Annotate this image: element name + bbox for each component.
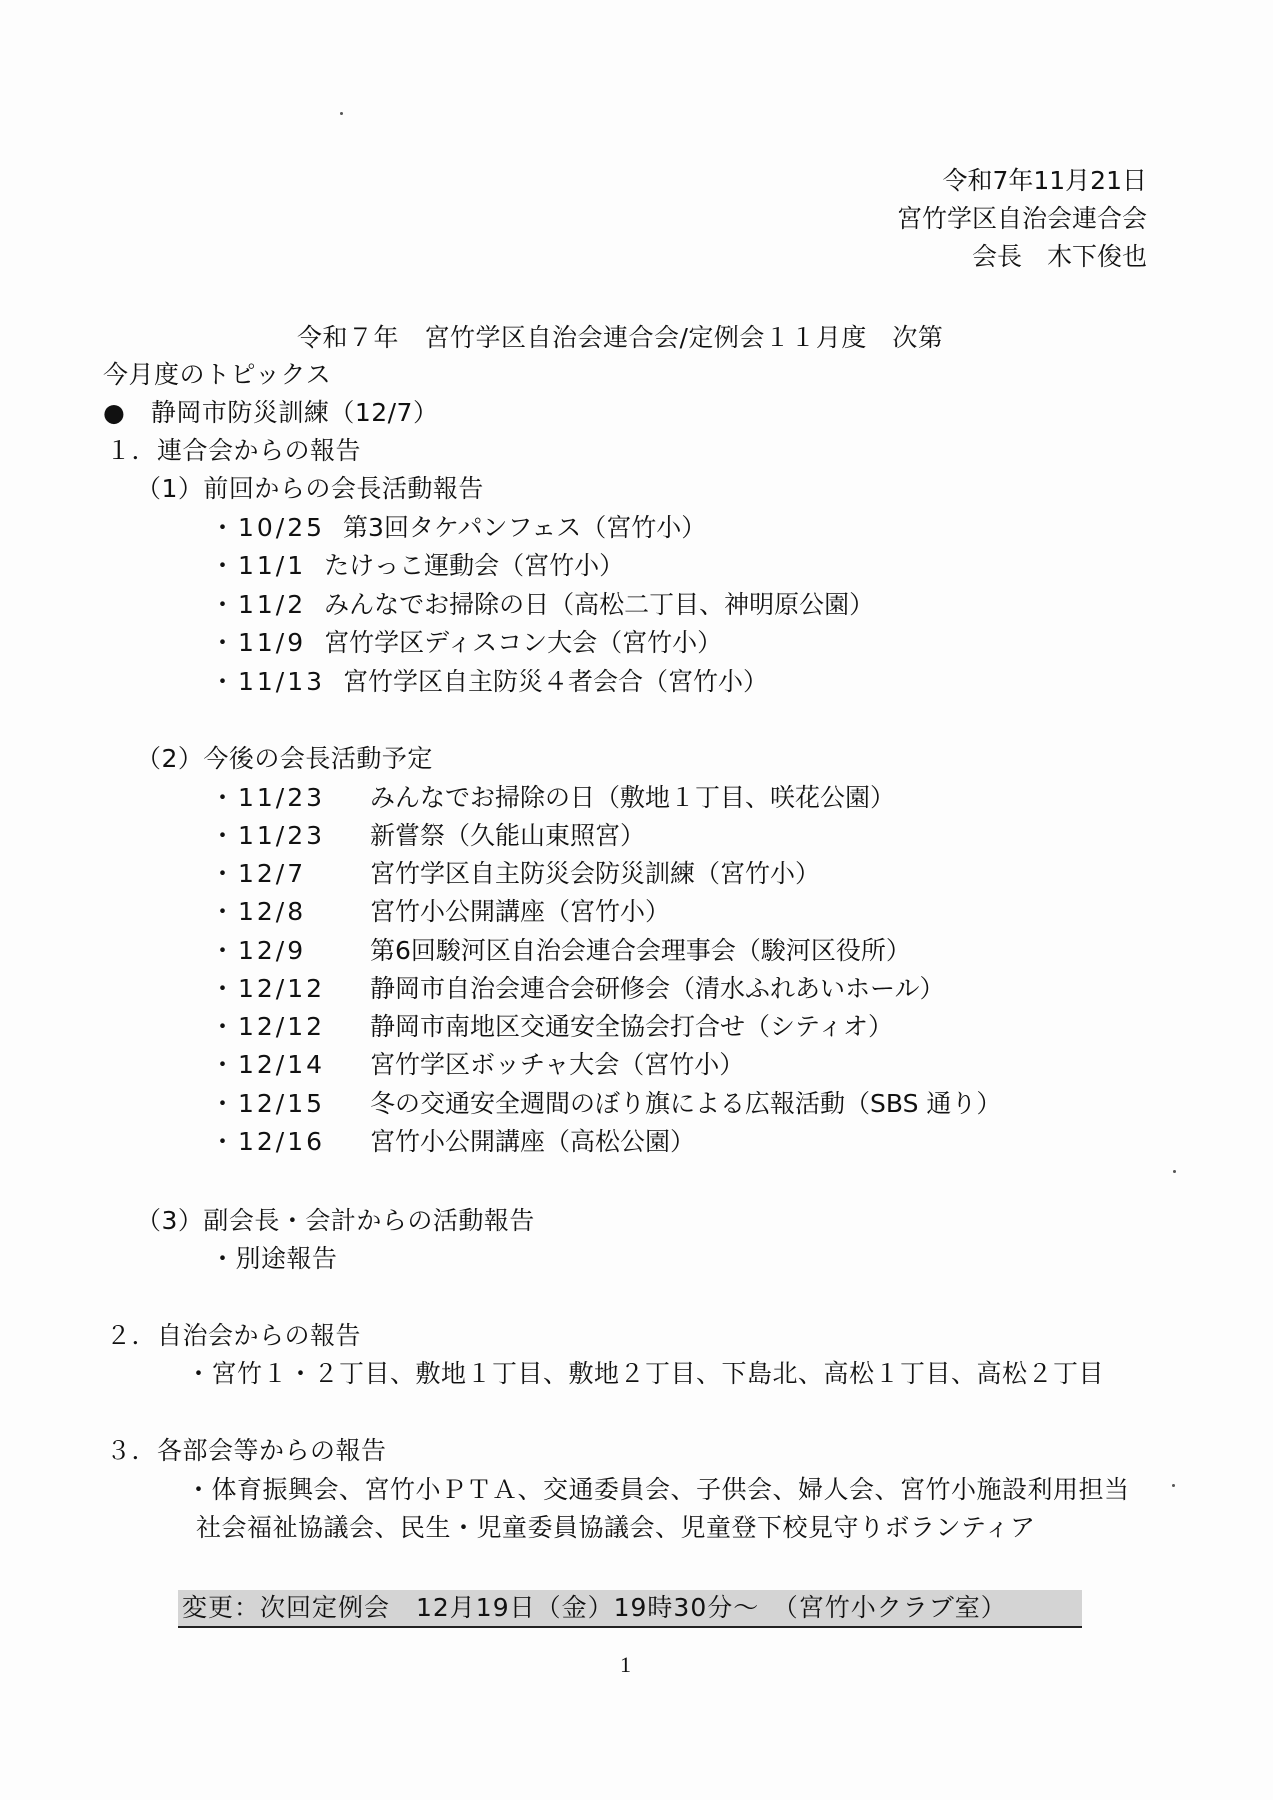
section-1-3-heading: （3）副会長・会計からの活動報告 bbox=[136, 1206, 535, 1235]
past-activity-item bbox=[210, 627, 722, 659]
past-activity-item bbox=[210, 666, 768, 698]
activity-description: 宮竹小公開講座（宮竹小） bbox=[370, 897, 671, 926]
section-2-heading: ２．自治会からの報告 bbox=[106, 1321, 362, 1350]
planned-activity-item bbox=[210, 782, 895, 814]
committee-list-line-2: 社会福祉協議会、民生・児童委員協議会、児童登下校見守りボランティア bbox=[196, 1513, 1036, 1542]
activity-description: 第3回タケパンフェス（宮竹小） bbox=[343, 513, 707, 542]
activity-date: ・12/16 bbox=[210, 1127, 326, 1156]
activity-date: ・11/1 bbox=[210, 551, 307, 580]
planned-activity-item bbox=[210, 935, 911, 967]
past-activity-item bbox=[210, 512, 706, 544]
next-meeting-notice: 変更：次回定例会 12月19日（金）19時30分～ （宮竹小クラブ室） bbox=[178, 1590, 1082, 1628]
past-activity-item bbox=[210, 550, 624, 582]
activity-date: ・11/9 bbox=[210, 628, 307, 657]
separate-report-item: ・別途報告 bbox=[210, 1244, 338, 1273]
planned-activity-item bbox=[210, 1088, 1001, 1120]
activity-description: たけっこ運動会（宮竹小） bbox=[324, 551, 625, 580]
activity-date: ・12/9 bbox=[210, 936, 307, 965]
document-title: 令和７年 宮竹学区自治会連合会/定例会１１月度 次第 bbox=[297, 323, 944, 352]
activity-description: 新嘗祭（久能山東照宮） bbox=[370, 821, 646, 850]
activity-description: 静岡市南地区交通安全協会打合せ（シティオ） bbox=[370, 1012, 894, 1041]
chairman-name: 会長 木下俊也 bbox=[971, 242, 1147, 271]
activity-date: ・12/14 bbox=[210, 1050, 326, 1079]
topic-item: ● 静岡市防災訓練（12/7） bbox=[103, 398, 439, 427]
planned-activity-item bbox=[210, 820, 645, 852]
activity-description: 第6回駿河区自治会連合会理事会（駿河区役所） bbox=[370, 936, 911, 965]
page-number: 1 bbox=[620, 1652, 631, 1677]
planned-activity-item bbox=[210, 973, 945, 1005]
scan-speck bbox=[1173, 1170, 1176, 1173]
planned-activity-item bbox=[210, 858, 820, 890]
section-1-2-heading: （2）今後の会長活動予定 bbox=[136, 744, 433, 773]
activity-date: ・11/23 bbox=[210, 783, 326, 812]
past-activity-item bbox=[210, 589, 874, 621]
activity-date: ・11/13 bbox=[210, 667, 326, 696]
activity-description: 冬の交通安全週間のぼり旗による広報活動（SBS 通り） bbox=[370, 1089, 1002, 1118]
activity-date: ・10/25 bbox=[210, 513, 326, 542]
section-1-1-heading: （1）前回からの会長活動報告 bbox=[136, 474, 484, 503]
organization-name: 宮竹学区自治会連合会 bbox=[896, 204, 1147, 233]
planned-activity-item bbox=[210, 896, 670, 928]
section-3-heading: ３．各部会等からの報告 bbox=[106, 1436, 387, 1465]
activity-date: ・12/8 bbox=[210, 897, 307, 926]
scan-speck bbox=[1172, 1484, 1175, 1487]
activity-description: 宮竹小公開講座（高松公園） bbox=[370, 1127, 696, 1156]
activity-description: 静岡市自治会連合会研修会（清水ふれあいホール） bbox=[370, 974, 945, 1003]
scan-speck bbox=[340, 112, 343, 115]
planned-activity-item bbox=[210, 1049, 744, 1081]
activity-date: ・12/12 bbox=[210, 1012, 326, 1041]
topics-heading: 今月度のトピックス bbox=[103, 360, 332, 389]
document-header bbox=[897, 162, 1147, 276]
activity-description: みんなでお掃除の日（敷地１丁目、咲花公園） bbox=[370, 783, 896, 812]
activity-date: ・12/7 bbox=[210, 859, 307, 888]
activity-date: ・11/23 bbox=[210, 821, 326, 850]
activity-description: 宮竹学区ボッチャ大会（宮竹小） bbox=[370, 1050, 745, 1079]
issue-date: 令和7年11月21日 bbox=[942, 166, 1147, 195]
section-1-heading: １．連合会からの報告 bbox=[106, 436, 362, 465]
activity-date: ・12/15 bbox=[210, 1089, 326, 1118]
committee-list-line-1: ・体育振興会、宮竹小ＰＴＡ、交通委員会、子供会、婦人会、宮竹小施設利用担当 bbox=[186, 1475, 1130, 1504]
planned-activity-item bbox=[210, 1126, 695, 1158]
activity-date: ・12/12 bbox=[210, 974, 326, 1003]
planned-activity-item bbox=[210, 1011, 893, 1043]
activity-description: 宮竹学区自主防災会防災訓練（宮竹小） bbox=[370, 859, 821, 888]
activity-date: ・11/2 bbox=[210, 590, 307, 619]
activity-description: 宮竹学区自主防災４者会合（宮竹小） bbox=[343, 667, 769, 696]
activity-description: みんなでお掃除の日（高松二丁目、神明原公園） bbox=[324, 590, 875, 619]
activity-description: 宮竹学区ディスコン大会（宮竹小） bbox=[324, 628, 723, 657]
neighborhood-list: ・宮竹１・２丁目、敷地１丁目、敷地２丁目、下島北、高松１丁目、高松２丁目 bbox=[186, 1359, 1105, 1388]
